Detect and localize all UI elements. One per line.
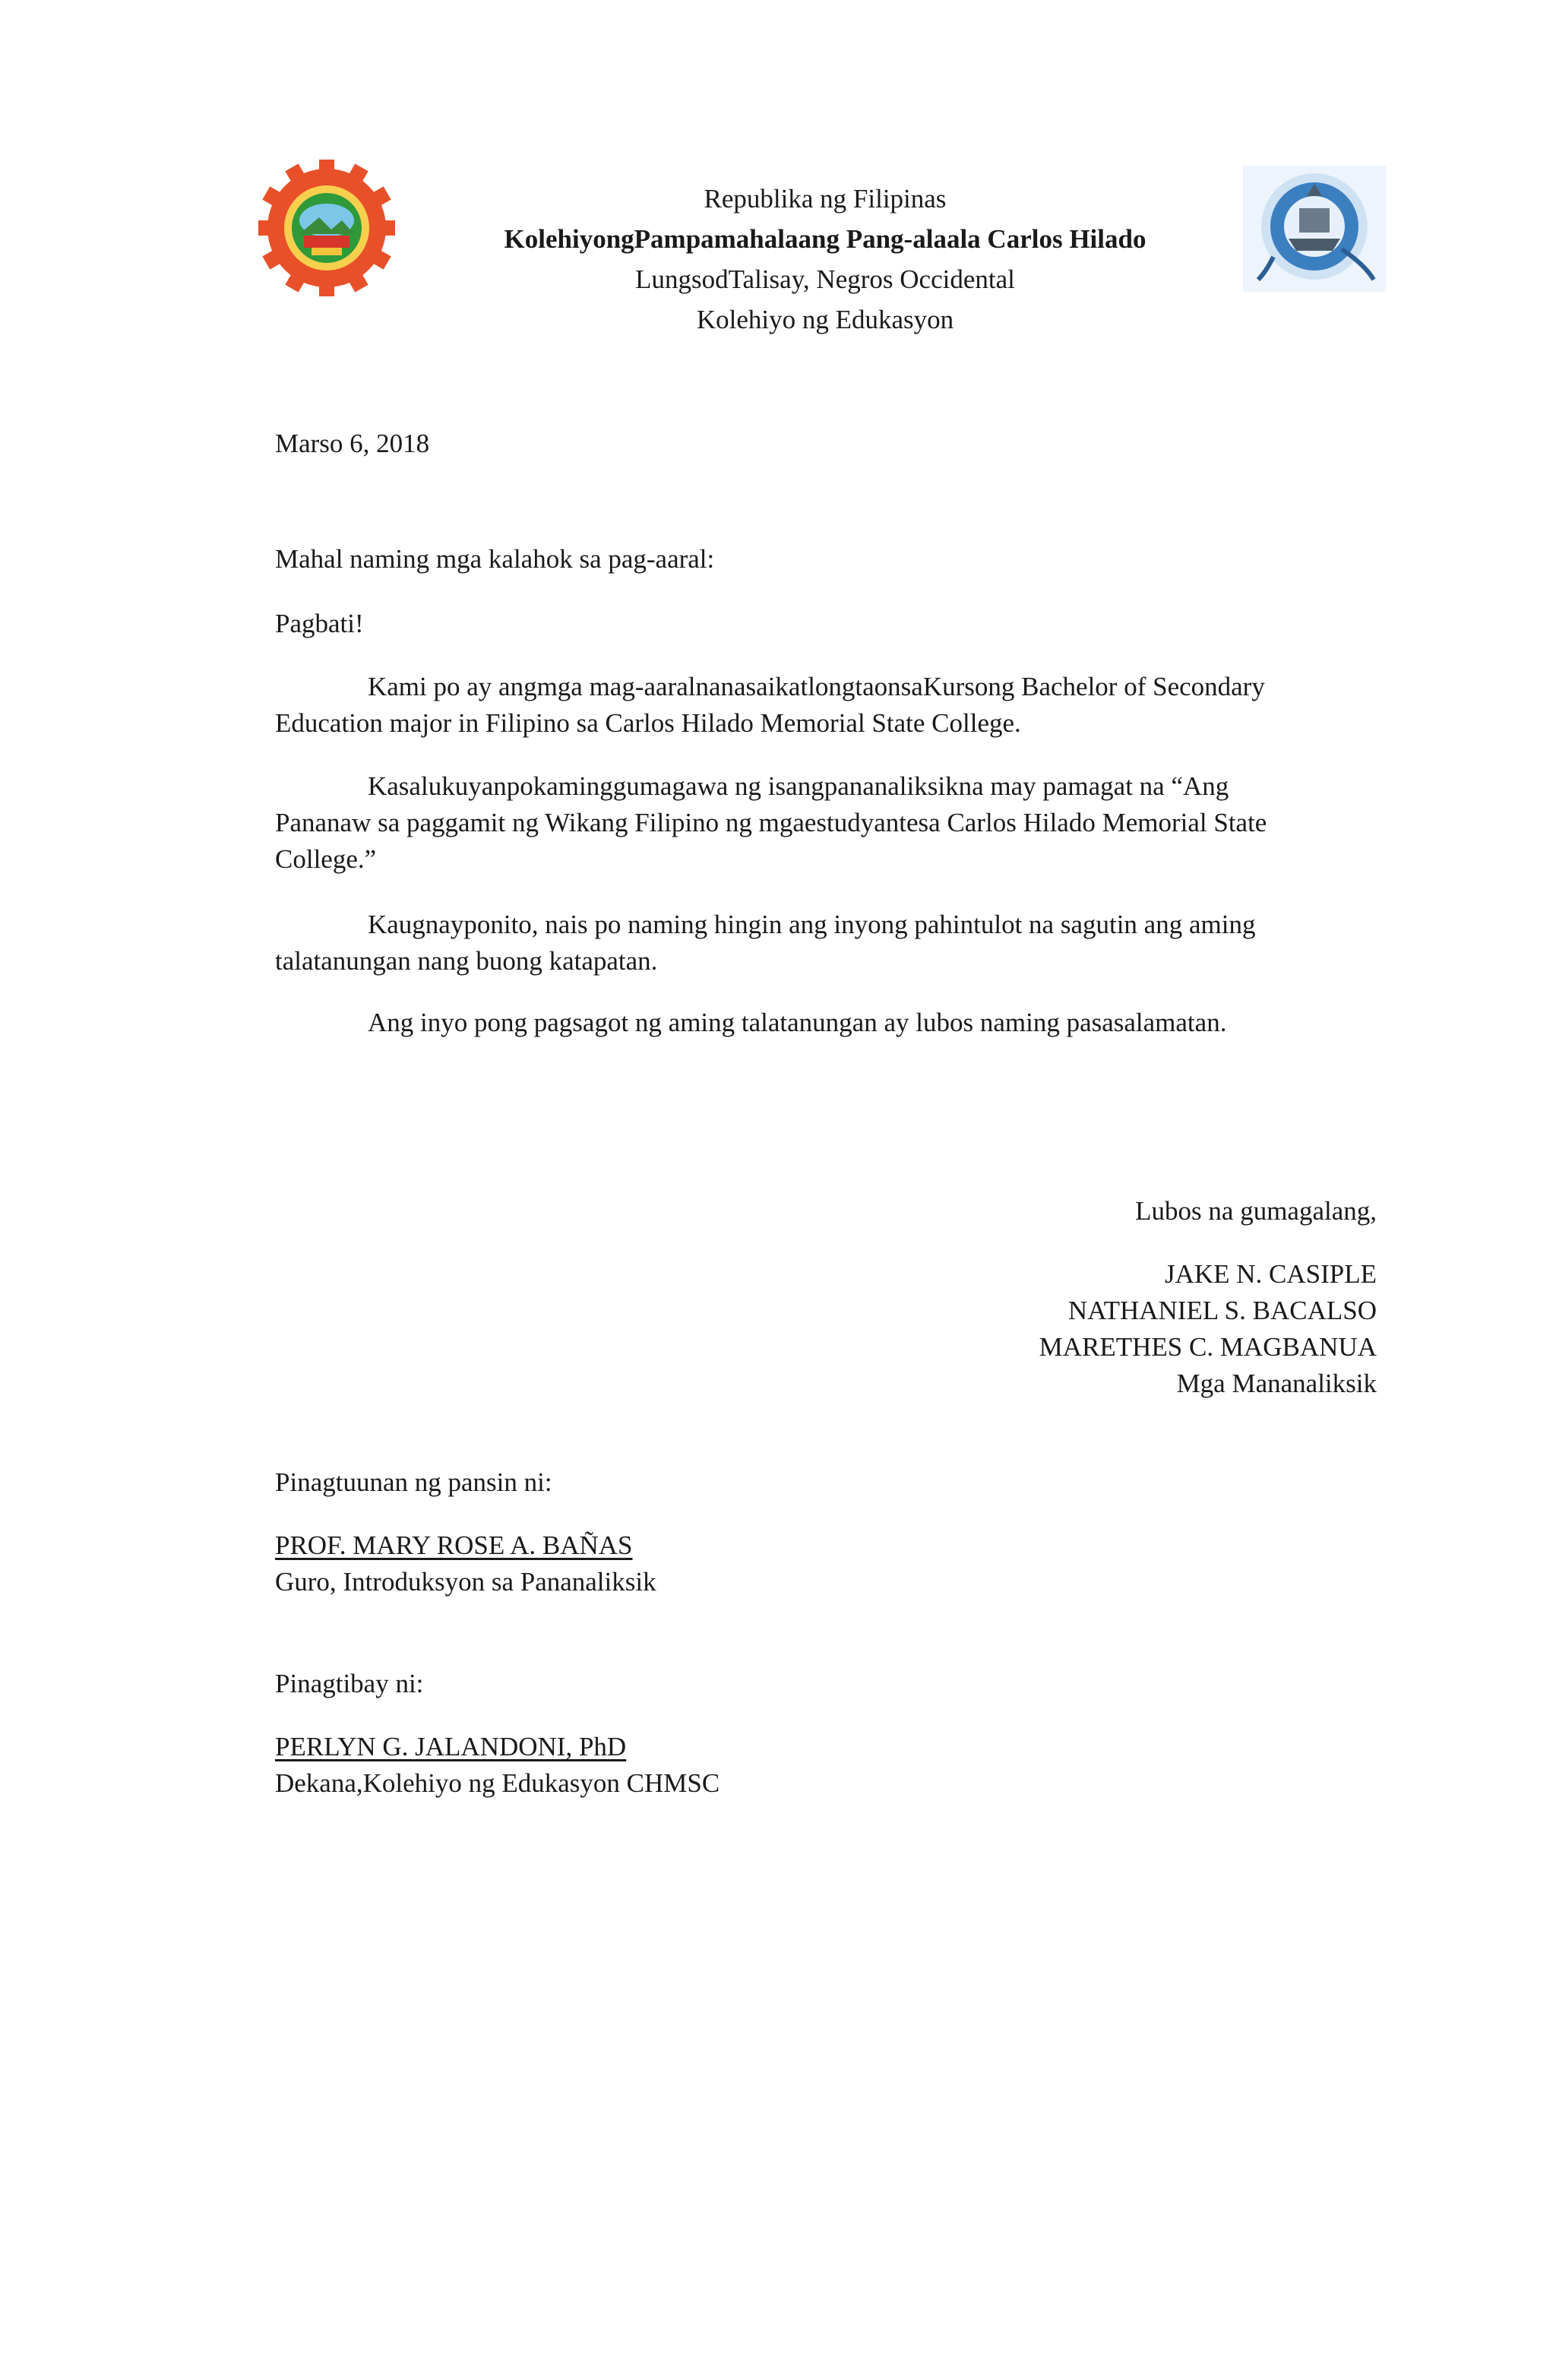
paragraph-2-line-1: Kasalukuyanpokaminggumagawa ng isangpananaliksikna may pamagat na “Ang bbox=[368, 771, 1229, 801]
researchers-title: Mga Mananaliksik bbox=[1176, 1369, 1377, 1398]
college-seal-icon bbox=[258, 160, 395, 296]
approved-name: PERLYN G. JALANDONI, PhD bbox=[275, 1732, 627, 1761]
approved-label: Pinagtibay ni: bbox=[275, 1669, 424, 1698]
header-location: LungsodTalisay, Negros Occidental bbox=[635, 264, 1015, 294]
researcher-name: NATHANIEL S. BACALSO bbox=[1067, 1296, 1377, 1325]
researcher-name: JAKE N. CASIPLE bbox=[1164, 1259, 1377, 1289]
paragraph-1-line-1: Kami po ay angmga mag-aaralnanasaikatlongtaonsaKursong Bachelor of Secondary bbox=[368, 672, 1265, 701]
noted-name: PROF. MARY ROSE A. BAÑAS bbox=[275, 1530, 633, 1560]
header-college-name: KolehiyongPampamahalaang Pang-alaala Carlos Hilado bbox=[504, 224, 1146, 254]
salutation: Mahal naming mga kalahok sa pag-aaral: bbox=[275, 544, 715, 574]
noted-position: Guro, Introduksyon sa Pananaliksik bbox=[275, 1567, 656, 1597]
paragraph-2-line-2: Pananaw sa paggamit ng Wikang Filipino ng mgaestudyantesa Carlos Hilado Memorial State bbox=[275, 808, 1267, 837]
paragraph-1-line-2: Education major in Filipino sa Carlos Hilado Memorial State College. bbox=[275, 708, 1021, 738]
header-republic: Republika ng Filipinas bbox=[704, 184, 947, 214]
researcher-name: MARETHES C. MAGBANUA bbox=[1039, 1332, 1377, 1362]
paragraph-4-line-1: Ang inyo pong pagsagot ng aming talatanungan ay lubos naming pasasalamatan. bbox=[368, 1008, 1227, 1037]
college-of-education-seal-icon bbox=[1243, 166, 1386, 292]
paragraph-3-line-2: talatanungan nang buong katapatan. bbox=[275, 946, 658, 976]
header-department: Kolehiyo ng Edukasyon bbox=[696, 305, 954, 334]
approved-position: Dekana,Kolehiyo ng Edukasyon CHMSC bbox=[275, 1768, 720, 1798]
letter-date: Marso 6, 2018 bbox=[275, 429, 430, 458]
greeting: Pagbati! bbox=[275, 609, 364, 638]
noted-label: Pinagtuunan ng pansin ni: bbox=[275, 1467, 552, 1497]
closing: Lubos na gumagalang, bbox=[1135, 1196, 1377, 1226]
paragraph-3-line-1: Kaugnayponito, nais po naming hingin ang inyong pahintulot na sagutin ang aming bbox=[368, 910, 1256, 939]
paragraph-2-line-3: College.” bbox=[275, 844, 377, 874]
